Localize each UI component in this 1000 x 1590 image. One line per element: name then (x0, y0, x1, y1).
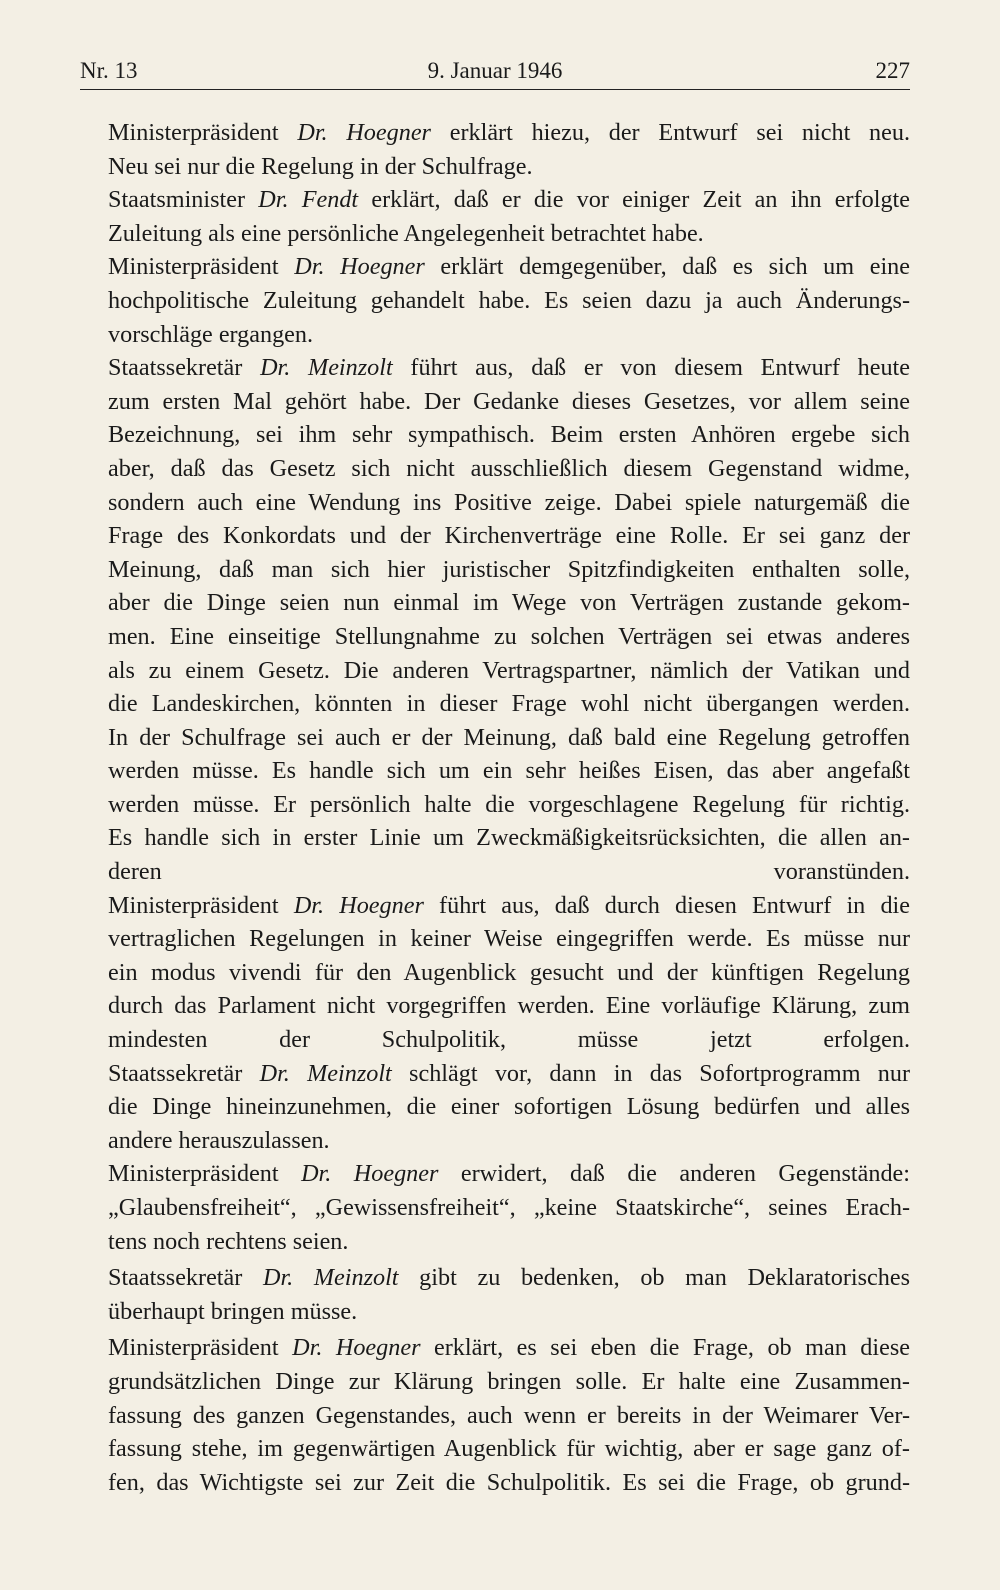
statement-line: erklärt, es sei eben die Frage, ob man diese (420, 1334, 910, 1362)
statement-line: fen, das Wichtigste sei zur Zeit die Schulpolitik. Es sei die Frage, ob grund- (108, 1468, 910, 1496)
paragraph (80, 183, 910, 250)
speaker-role: Ministerpräsident (108, 253, 279, 281)
protocol-text (80, 116, 910, 1499)
running-header (80, 58, 910, 84)
speaker-role: Ministerpräsident (108, 119, 279, 146)
statement-line: werden müsse. Es handle sich um ein sehr heißes Eisen, das aber angefaßt (108, 757, 910, 785)
statement-line: aber, daß das Gesetz sich nicht ausschließlich diesem Gegenstand widme, (108, 454, 910, 482)
statement-line: vertraglichen Regelungen in keiner Weise eingegriffen werde. Es müsse nur (108, 925, 910, 953)
speaker-role: Staatsminister (108, 186, 246, 214)
speaker-name: Dr. Meinzolt (262, 1264, 399, 1292)
speaker-name: Dr. Hoegner (292, 1334, 421, 1362)
paragraph (80, 1261, 910, 1328)
paragraph (80, 250, 910, 351)
statement-line: erklärt hiezu, der Entwurf sei nicht neu. (430, 119, 910, 146)
page-number: 227 (875, 58, 910, 83)
paragraph (80, 1331, 910, 1499)
statement-line: fassung stehe, im gegenwärtigen Augenblick für wichtig, aber er sage ganz of- (108, 1435, 910, 1463)
header-date: 9. Januar 1946 (427, 58, 563, 83)
speaker-role: Ministerpräsident (108, 1334, 279, 1362)
statement-line: fassung des ganzen Gegenstandes, auch wenn er bereits in der Weimarer Ver- (108, 1401, 910, 1429)
statement-line: werden müsse. Er persönlich halte die vorgeschlagene Regelung für richtig. (108, 790, 910, 818)
statement-line: gibt zu bedenken, ob man Deklaratorisches (398, 1264, 910, 1292)
statement-line: hochpolitische Zuleitung gehandelt habe. Es seien dazu ja auch Änderungs- (108, 286, 910, 314)
speaker-name: Dr. Hoegner (297, 119, 431, 146)
statement-line: sondern auch eine Wendung ins Positive zeige. Dabei spiele naturgemäß die (108, 488, 910, 516)
statement-line: „Glaubensfreiheit“, „Gewissensfreiheit“, „keine Staatskirche“, seines Erach- (108, 1194, 910, 1221)
statement-line: Es handle sich in erster Linie um Zweckmäßigkeitsrücksichten, die allen an- (108, 824, 910, 852)
statement-line: schlägt vor, dann in das Sofortprogramm nur (391, 1059, 911, 1087)
paragraph (80, 1057, 910, 1158)
statement-line: erklärt, daß er die vor einiger Zeit an ihn erfolgte (358, 186, 911, 214)
statement-line: andere herauszulassen. (108, 1126, 330, 1154)
statement-line: führt aus, daß durch diesen Entwurf in die (423, 891, 911, 919)
speaker-role: Ministerpräsident (108, 1160, 279, 1188)
paragraph (80, 889, 910, 1057)
statement-line: aber die Dinge seien nun einmal im Wege von Verträgen zustande gekom- (108, 589, 910, 617)
speaker-role: Staatssekretär (108, 1059, 243, 1087)
speaker-role: Staatssekretär (108, 1264, 243, 1292)
issue-number: Nr. 13 (80, 58, 138, 83)
header-rule (80, 89, 910, 90)
speaker-name: Dr. Hoegner (294, 253, 425, 281)
paragraph (80, 1157, 910, 1258)
statement-line: In der Schulfrage sei auch er der Meinung, daß bald eine Regelung getroffen (108, 723, 910, 751)
speaker-name: Dr. Meinzolt (259, 1059, 392, 1087)
speaker-role: Ministerpräsident (108, 891, 279, 919)
statement-line: mindesten der Schulpolitik, müsse jetzt erfolgen. (108, 1026, 910, 1054)
speaker-name: Dr. Fendt (258, 186, 359, 214)
statement-line: Bezeichnung, sei ihm sehr sympathisch. Beim ersten Anhören ergebe sich (108, 421, 910, 449)
statement-line: men. Eine einseitige Stellungnahme zu solchen Verträgen sei etwas anderes (108, 622, 910, 650)
speaker-name: Dr. Hoegner (301, 1160, 439, 1188)
statement-line: zum ersten Mal gehört habe. Der Gedanke dieses Gesetzes, vor allem seine (108, 387, 910, 415)
speaker-name: Dr. Hoegner (293, 891, 424, 919)
statement-line: tens noch rechtens seien. (108, 1227, 349, 1255)
paragraph (80, 116, 910, 183)
statement-line: Meinung, daß man sich hier juristischer Spitzfindigkeiten enthalten solle, (108, 555, 910, 583)
speaker-name: Dr. Meinzolt (260, 354, 393, 382)
statement-line: führt aus, daß er von diesem Entwurf heute (392, 354, 910, 382)
statement-line: ein modus vivendi für den Augenblick gesucht und der künftigen Regelung (108, 958, 910, 986)
statement-line: die Dinge hineinzunehmen, die einer sofortigen Lösung bedürfen und alles (108, 1093, 910, 1121)
statement-line: erwidert, daß die anderen Gegenstände: (438, 1160, 911, 1188)
statement-line: deren voranstünden. (108, 858, 910, 886)
speaker-role: Staatssekretär (108, 354, 243, 382)
statement-line: Frage des Konkordats und der Kirchenverträge eine Rolle. Er sei ganz der (108, 522, 910, 550)
statement-line: die Landeskirchen, könnten in dieser Frage wohl nicht übergangen werden. (108, 690, 910, 718)
paragraph (80, 351, 910, 889)
statement-line: überhaupt bringen müsse. (108, 1297, 358, 1325)
statement-line: grundsätzlichen Dinge zur Klärung bringen solle. Er halte eine Zusammen- (108, 1367, 910, 1395)
statement-line: Zuleitung als eine persönliche Angelegenheit betrachtet habe. (108, 219, 704, 247)
statement-line: als zu einem Gesetz. Die anderen Vertragspartner, nämlich der Vatikan und (108, 656, 910, 684)
statement-line: erklärt demgegenüber, daß es sich um eine (424, 253, 910, 281)
statement-line: Neu sei nur die Regelung in der Schulfrage. (108, 152, 533, 180)
statement-line: durch das Parlament nicht vorgegriffen werden. Eine vorläufige Klärung, zum (108, 992, 910, 1020)
statement-line: vorschläge ergangen. (108, 320, 314, 348)
